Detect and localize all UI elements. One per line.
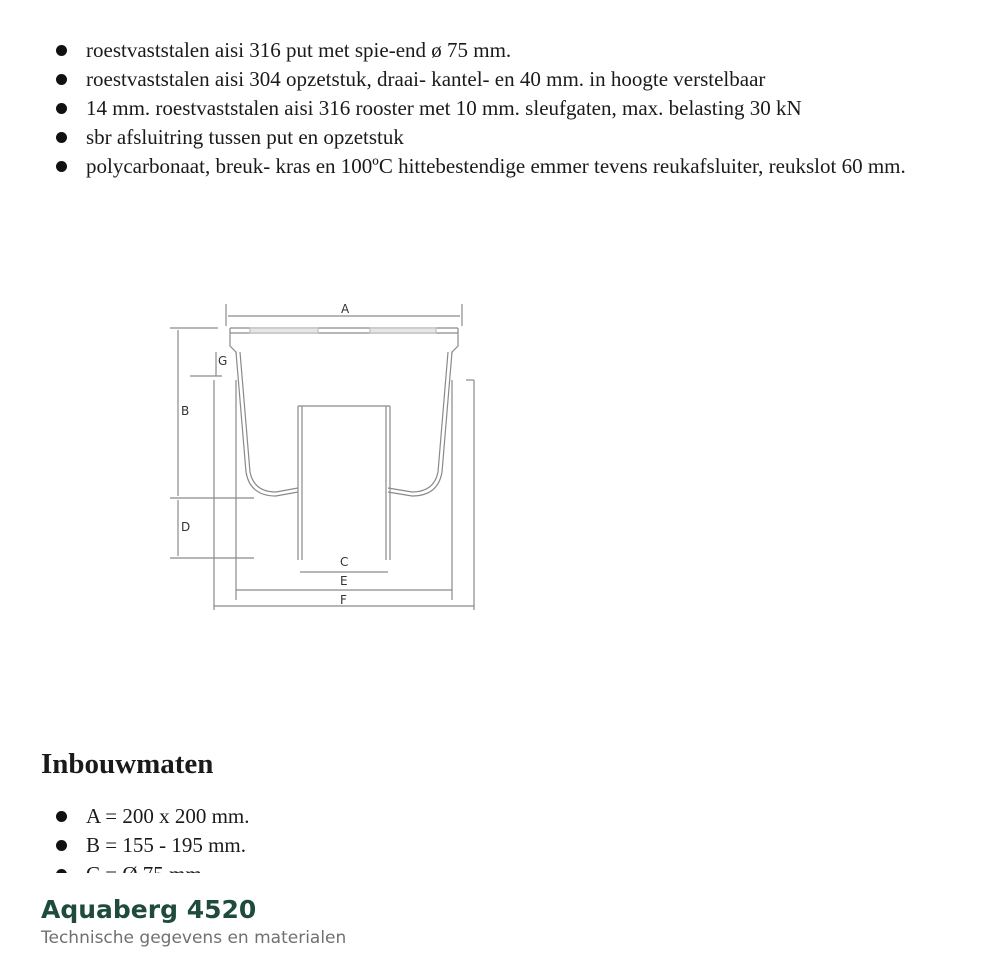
- dim-label-c: C: [340, 555, 349, 569]
- dimension-list-item: [56, 802, 556, 831]
- dimension-drawing: [160, 295, 490, 620]
- bullet-icon: [56, 161, 67, 172]
- spec-text: roestvaststalen aisi 316 put met spie-end ø 75 mm.: [86, 38, 512, 62]
- dim-label-e: E: [340, 574, 348, 588]
- dim-label-f: F: [340, 593, 347, 607]
- product-name: Aquaberg 4520: [41, 895, 257, 924]
- bullet-icon: [56, 103, 67, 114]
- spec-text: polycarbonaat, breuk- kras en 100ºC hittebestendige emmer tevens reukafsluiter, reukslot 60 mm.: [86, 154, 906, 178]
- dimension-text: B = 155 - 195 mm.: [86, 833, 247, 857]
- spec-text: roestvaststalen aisi 304 opzetstuk, draai- kantel- en 40 mm. in hoogte verstelbaar: [86, 67, 766, 91]
- spec-text: sbr afsluitring tussen put en opzetstuk: [86, 125, 404, 149]
- spec-list-item: [56, 65, 996, 94]
- spec-list-item: [56, 152, 996, 181]
- bullet-icon: [56, 132, 67, 143]
- section-title: Inbouwmaten: [41, 748, 214, 780]
- dimension-list-item: [56, 831, 556, 860]
- dim-label-b: B: [181, 404, 190, 418]
- product-footer: [0, 873, 1000, 966]
- dim-label-g: G: [218, 354, 228, 368]
- bullet-icon: [56, 840, 67, 851]
- drain-cross-section: [160, 295, 490, 620]
- dimension-labels: [181, 302, 350, 607]
- dim-label-a: A: [341, 302, 350, 316]
- spec-list: [56, 36, 996, 181]
- bullet-icon: [56, 45, 67, 56]
- dim-label-d: D: [181, 520, 191, 534]
- bullet-icon: [56, 74, 67, 85]
- spec-text: 14 mm. roestvaststalen aisi 316 rooster met 10 mm. sleufgaten, max. belasting 30 kN: [86, 96, 802, 120]
- spec-list-item: [56, 94, 996, 123]
- product-subtitle: Technische gegevens en materialen: [41, 928, 347, 948]
- bullet-icon: [56, 811, 67, 822]
- dimension-text: A = 200 x 200 mm.: [86, 804, 250, 828]
- spec-list-item: [56, 123, 996, 152]
- spec-list-item: [56, 36, 996, 65]
